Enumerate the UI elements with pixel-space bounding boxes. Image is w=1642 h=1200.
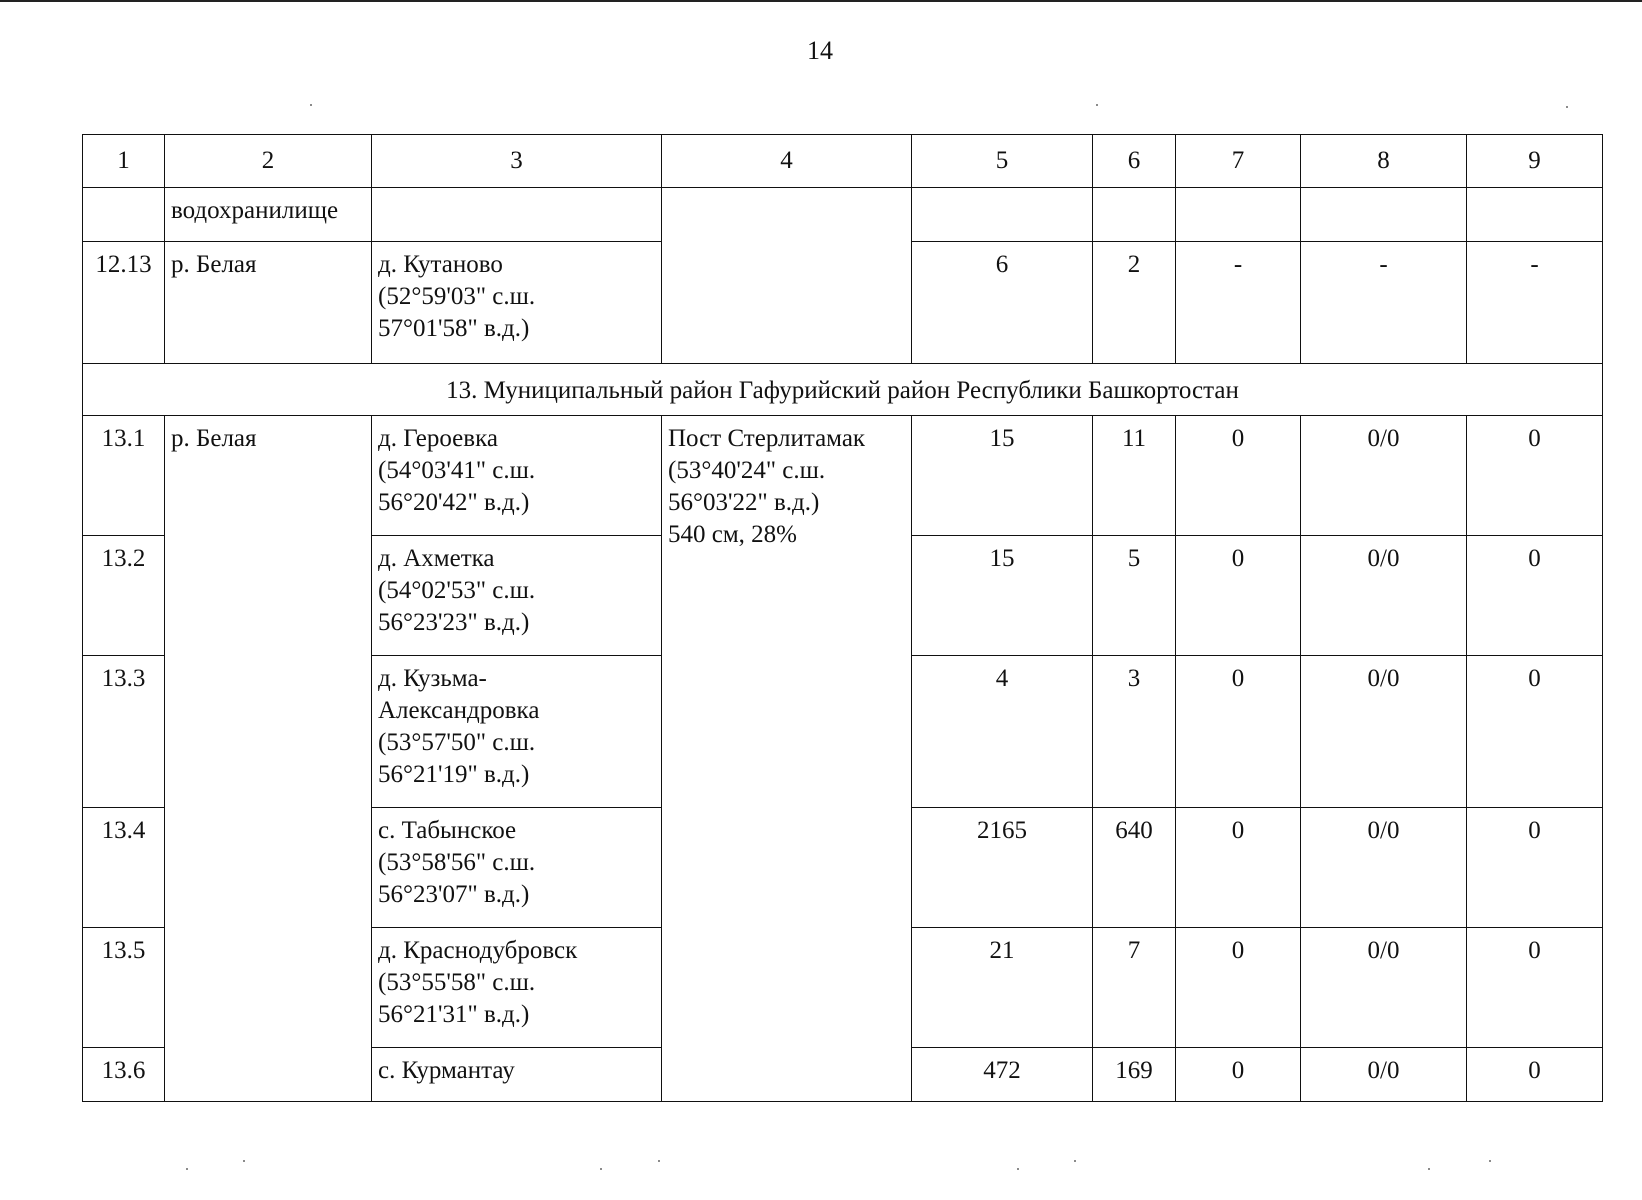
header-cell: 4 bbox=[662, 135, 912, 188]
settlement-line: (54°02'53" с.ш. bbox=[378, 577, 536, 604]
value-cell: 0 bbox=[1467, 928, 1603, 1048]
settlement-line: д. Кузьма- bbox=[378, 665, 487, 692]
post-line: 540 см, 28% bbox=[668, 521, 797, 548]
row-number-cell: 13.6 bbox=[83, 1048, 165, 1102]
section-heading: 13. Муниципальный район Гафурийский район Республики Башкортостан bbox=[83, 364, 1603, 416]
value-cell: 0 bbox=[1176, 656, 1301, 808]
settlement-line: 56°23'23" в.д.) bbox=[378, 609, 530, 636]
gauge-post-cell bbox=[662, 416, 912, 1102]
value-cell: 0 bbox=[1176, 416, 1301, 536]
row-number-cell: 13.4 bbox=[83, 808, 165, 928]
value-cell: 0/0 bbox=[1301, 656, 1467, 808]
row-number-cell: 13.2 bbox=[83, 536, 165, 656]
table-row bbox=[83, 416, 1603, 536]
value-cell: 7 bbox=[1093, 928, 1176, 1048]
value-cell: 0 bbox=[1176, 808, 1301, 928]
settlement-line: 56°21'19" в.д.) bbox=[378, 761, 530, 788]
scan-speck bbox=[1096, 104, 1098, 106]
value-cell: 0 bbox=[1467, 1048, 1603, 1102]
value-cell: 0/0 bbox=[1301, 808, 1467, 928]
value-cell: - bbox=[1301, 242, 1467, 364]
value-cell: 0 bbox=[1176, 928, 1301, 1048]
settlement-cell bbox=[372, 416, 662, 536]
scan-speck bbox=[1489, 1160, 1491, 1162]
table-cell bbox=[662, 188, 912, 364]
value-cell: 0 bbox=[1176, 536, 1301, 656]
header-cell: 8 bbox=[1301, 135, 1467, 188]
value-cell: 640 bbox=[1093, 808, 1176, 928]
data-table bbox=[82, 134, 1603, 1102]
settlement-line: (52°59'03" с.ш. bbox=[378, 283, 536, 310]
settlement-line: д. Героевка bbox=[378, 425, 498, 452]
header-cell: 7 bbox=[1176, 135, 1301, 188]
header-cell: 1 bbox=[83, 135, 165, 188]
table-cell bbox=[372, 188, 662, 242]
settlement-cell bbox=[372, 656, 662, 808]
value-cell: 15 bbox=[912, 416, 1093, 536]
scan-speck bbox=[1074, 1160, 1076, 1162]
settlement-line: д. Кутаново bbox=[378, 251, 503, 278]
value-cell: 0/0 bbox=[1301, 1048, 1467, 1102]
post-line: Пост Стерлитамак bbox=[668, 425, 866, 452]
settlement-line: с. Курмантау bbox=[378, 1057, 515, 1084]
value-cell: 21 bbox=[912, 928, 1093, 1048]
value-cell: 0/0 bbox=[1301, 536, 1467, 656]
value-cell: 0 bbox=[1176, 1048, 1301, 1102]
value-cell: 2 bbox=[1093, 242, 1176, 364]
settlement-line: 56°21'31" в.д.) bbox=[378, 1001, 530, 1028]
section-heading-row bbox=[83, 364, 1603, 416]
header-cell: 3 bbox=[372, 135, 662, 188]
settlement-cell bbox=[372, 536, 662, 656]
table-cell bbox=[1093, 188, 1176, 242]
header-cell: 2 bbox=[165, 135, 372, 188]
value-cell: 3 bbox=[1093, 656, 1176, 808]
table-cell bbox=[1467, 188, 1603, 242]
scan-speck bbox=[658, 1160, 660, 1162]
river-cell: р. Белая bbox=[165, 242, 372, 364]
table-cell bbox=[1301, 188, 1467, 242]
scan-speck bbox=[310, 104, 312, 106]
page-number: 14 bbox=[807, 36, 833, 65]
scan-speck bbox=[243, 1160, 245, 1162]
settlement-cell bbox=[372, 808, 662, 928]
settlement-line: Александровка bbox=[378, 697, 540, 724]
settlement-line: д. Ахметка bbox=[378, 545, 495, 572]
value-cell: 0 bbox=[1467, 536, 1603, 656]
value-cell: 5 bbox=[1093, 536, 1176, 656]
scan-speck bbox=[186, 1168, 188, 1170]
header-cell: 5 bbox=[912, 135, 1093, 188]
settlement-line: (54°03'41" с.ш. bbox=[378, 457, 536, 484]
value-cell: 15 bbox=[912, 536, 1093, 656]
settlement-cell bbox=[372, 928, 662, 1048]
header-row bbox=[83, 135, 1603, 188]
water-body-cell: водохранилище bbox=[165, 188, 372, 242]
value-cell: 4 bbox=[912, 656, 1093, 808]
settlement-cell bbox=[372, 242, 662, 364]
settlement-line: (53°58'56" с.ш. bbox=[378, 849, 536, 876]
value-cell: 11 bbox=[1093, 416, 1176, 536]
row-number-cell: 13.3 bbox=[83, 656, 165, 808]
table-row bbox=[83, 188, 1603, 242]
settlement-line: (53°57'50" с.ш. bbox=[378, 729, 536, 756]
value-cell: 0 bbox=[1467, 416, 1603, 536]
settlement-line: (53°55'58" с.ш. bbox=[378, 969, 536, 996]
scan-speck bbox=[600, 1168, 602, 1170]
settlement-line: 56°20'42" в.д.) bbox=[378, 489, 530, 516]
settlement-cell bbox=[372, 1048, 662, 1102]
post-line: 56°03'22" в.д.) bbox=[668, 489, 820, 516]
scan-speck bbox=[1428, 1168, 1430, 1170]
row-number-cell: 13.1 bbox=[83, 416, 165, 536]
value-cell: 6 bbox=[912, 242, 1093, 364]
table-cell bbox=[912, 188, 1093, 242]
header-cell: 9 bbox=[1467, 135, 1603, 188]
row-number-cell: 12.13 bbox=[83, 242, 165, 364]
value-cell: 0 bbox=[1467, 808, 1603, 928]
settlement-line: 56°23'07" в.д.) bbox=[378, 881, 530, 908]
header-cell: 6 bbox=[1093, 135, 1176, 188]
value-cell: 2165 bbox=[912, 808, 1093, 928]
value-cell: 0/0 bbox=[1301, 416, 1467, 536]
settlement-line: с. Табынское bbox=[378, 817, 517, 844]
settlement-line: д. Краснодубровск bbox=[378, 937, 578, 964]
scan-speck bbox=[1566, 106, 1568, 108]
row-number-cell: 13.5 bbox=[83, 928, 165, 1048]
settlement-line: 57°01'58" в.д.) bbox=[378, 315, 530, 342]
river-cell: р. Белая bbox=[165, 416, 372, 1102]
top-scan-rule bbox=[0, 0, 1642, 2]
table-cell bbox=[83, 188, 165, 242]
value-cell: - bbox=[1467, 242, 1603, 364]
scan-speck bbox=[1017, 1168, 1019, 1170]
table-cell bbox=[1176, 188, 1301, 242]
value-cell: 0/0 bbox=[1301, 928, 1467, 1048]
value-cell: 0 bbox=[1467, 656, 1603, 808]
value-cell: 472 bbox=[912, 1048, 1093, 1102]
value-cell: 169 bbox=[1093, 1048, 1176, 1102]
value-cell: - bbox=[1176, 242, 1301, 364]
post-line: (53°40'24" с.ш. bbox=[668, 457, 826, 484]
